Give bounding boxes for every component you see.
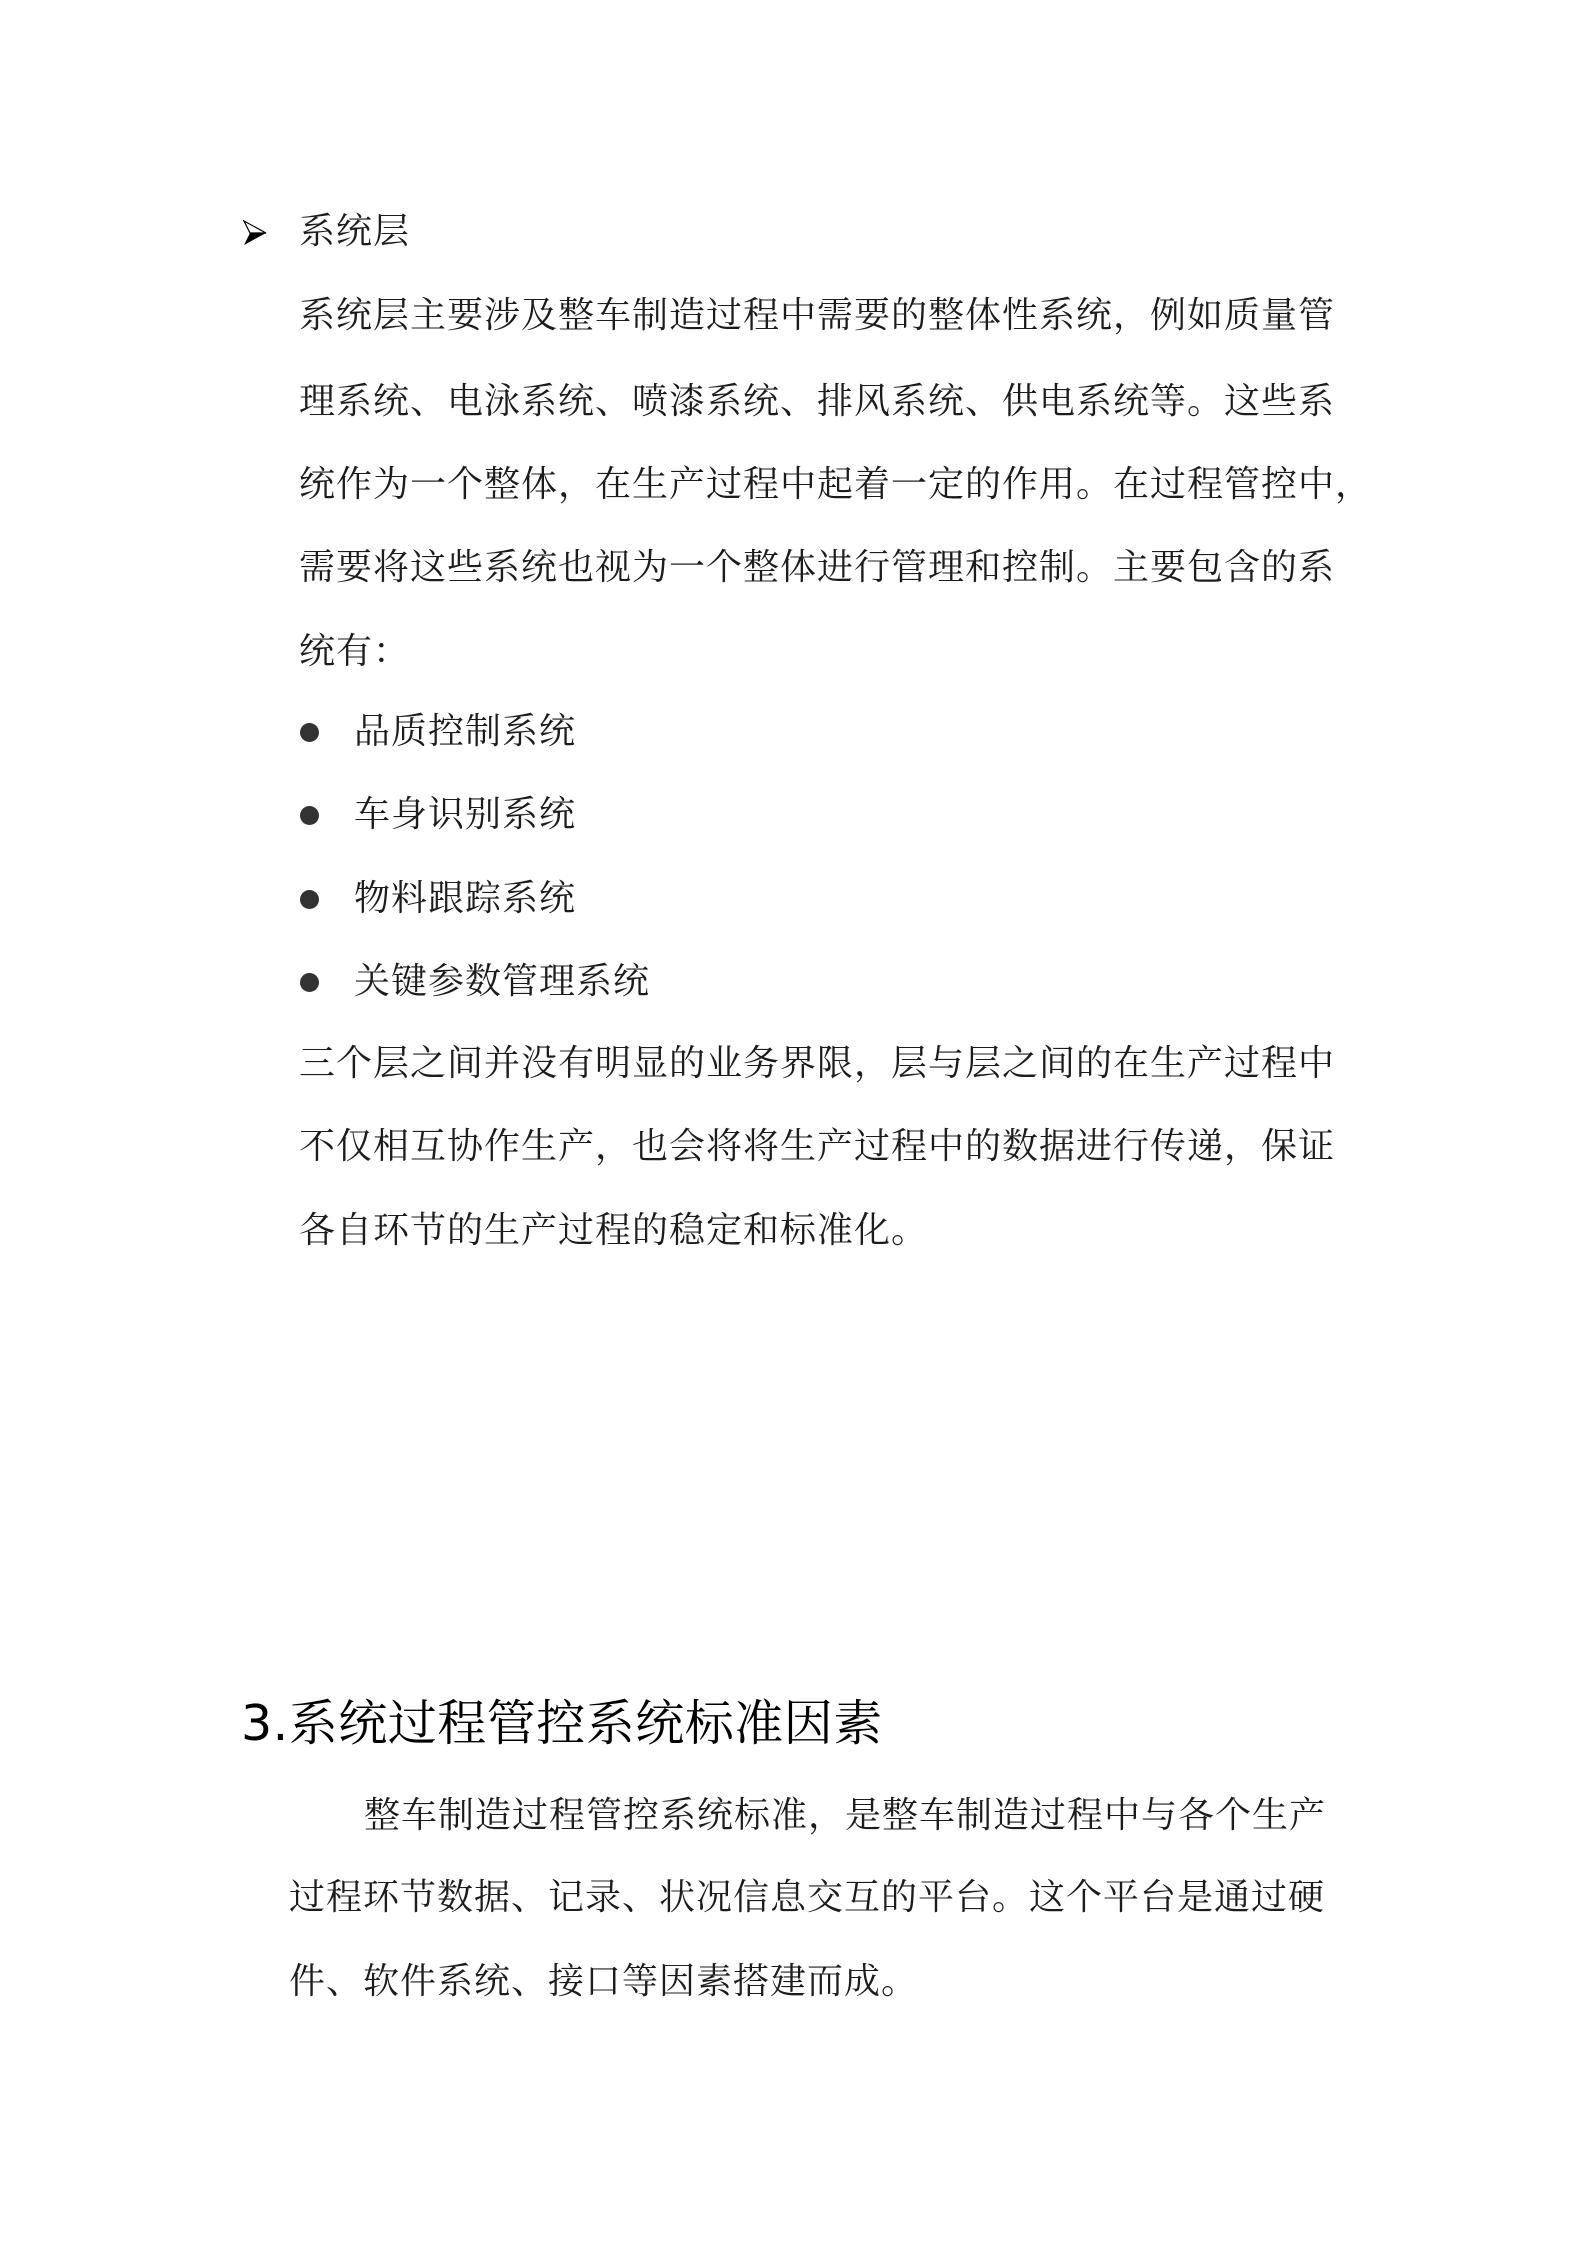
filled-circle-bullet-icon xyxy=(300,890,319,909)
intro-line-2: 理系统、电泳系统、喷漆系统、排风系统、供电系统等。这些系 xyxy=(299,381,1336,422)
arrow-bullet-icon xyxy=(243,220,267,246)
filled-circle-bullet-icon xyxy=(300,973,319,992)
summary-line-3: 各自环节的生产过程的稳定和标准化。 xyxy=(299,1210,929,1251)
list-item-label: 关键参数管理系统 xyxy=(354,961,651,1002)
summary-line-1: 三个层之间并没有明显的业务界限，层与层之间的在生产过程中 xyxy=(299,1043,1336,1084)
list-item-label: 品质控制系统 xyxy=(354,711,577,752)
paragraph-line-1: 整车制造过程管控系统标准，是整车制造过程中与各个生产 xyxy=(364,1795,1327,1836)
intro-line-1: 系统层主要涉及整车制造过程中需要的整体性系统，例如质量管 xyxy=(299,295,1336,336)
filled-circle-bullet-icon xyxy=(300,723,319,742)
filled-circle-bullet-icon xyxy=(300,806,319,825)
intro-line-4: 需要将这些系统也视为一个整体进行管理和控制。主要包含的系 xyxy=(299,547,1336,588)
summary-line-2: 不仅相互协作生产，也会将将生产过程中的数据进行传递，保证 xyxy=(299,1126,1336,1167)
section-title: 系统层 xyxy=(299,211,411,252)
paragraph-line-2: 过程环节数据、记录、状况信息交互的平台。这个平台是通过硬 xyxy=(289,1877,1326,1918)
list-item-label: 车身识别系统 xyxy=(354,794,577,835)
intro-line-3: 统作为一个整体，在生产过程中起着一定的作用。在过程管控中， xyxy=(299,464,1373,505)
paragraph-line-3: 件、软件系统、接口等因素搭建而成。 xyxy=(289,1961,919,2002)
list-item-label: 物料跟踪系统 xyxy=(354,878,577,919)
section-heading: 3.系统过程管控系统标准因素 xyxy=(241,1695,883,1752)
intro-line-5: 统有： xyxy=(299,631,411,672)
